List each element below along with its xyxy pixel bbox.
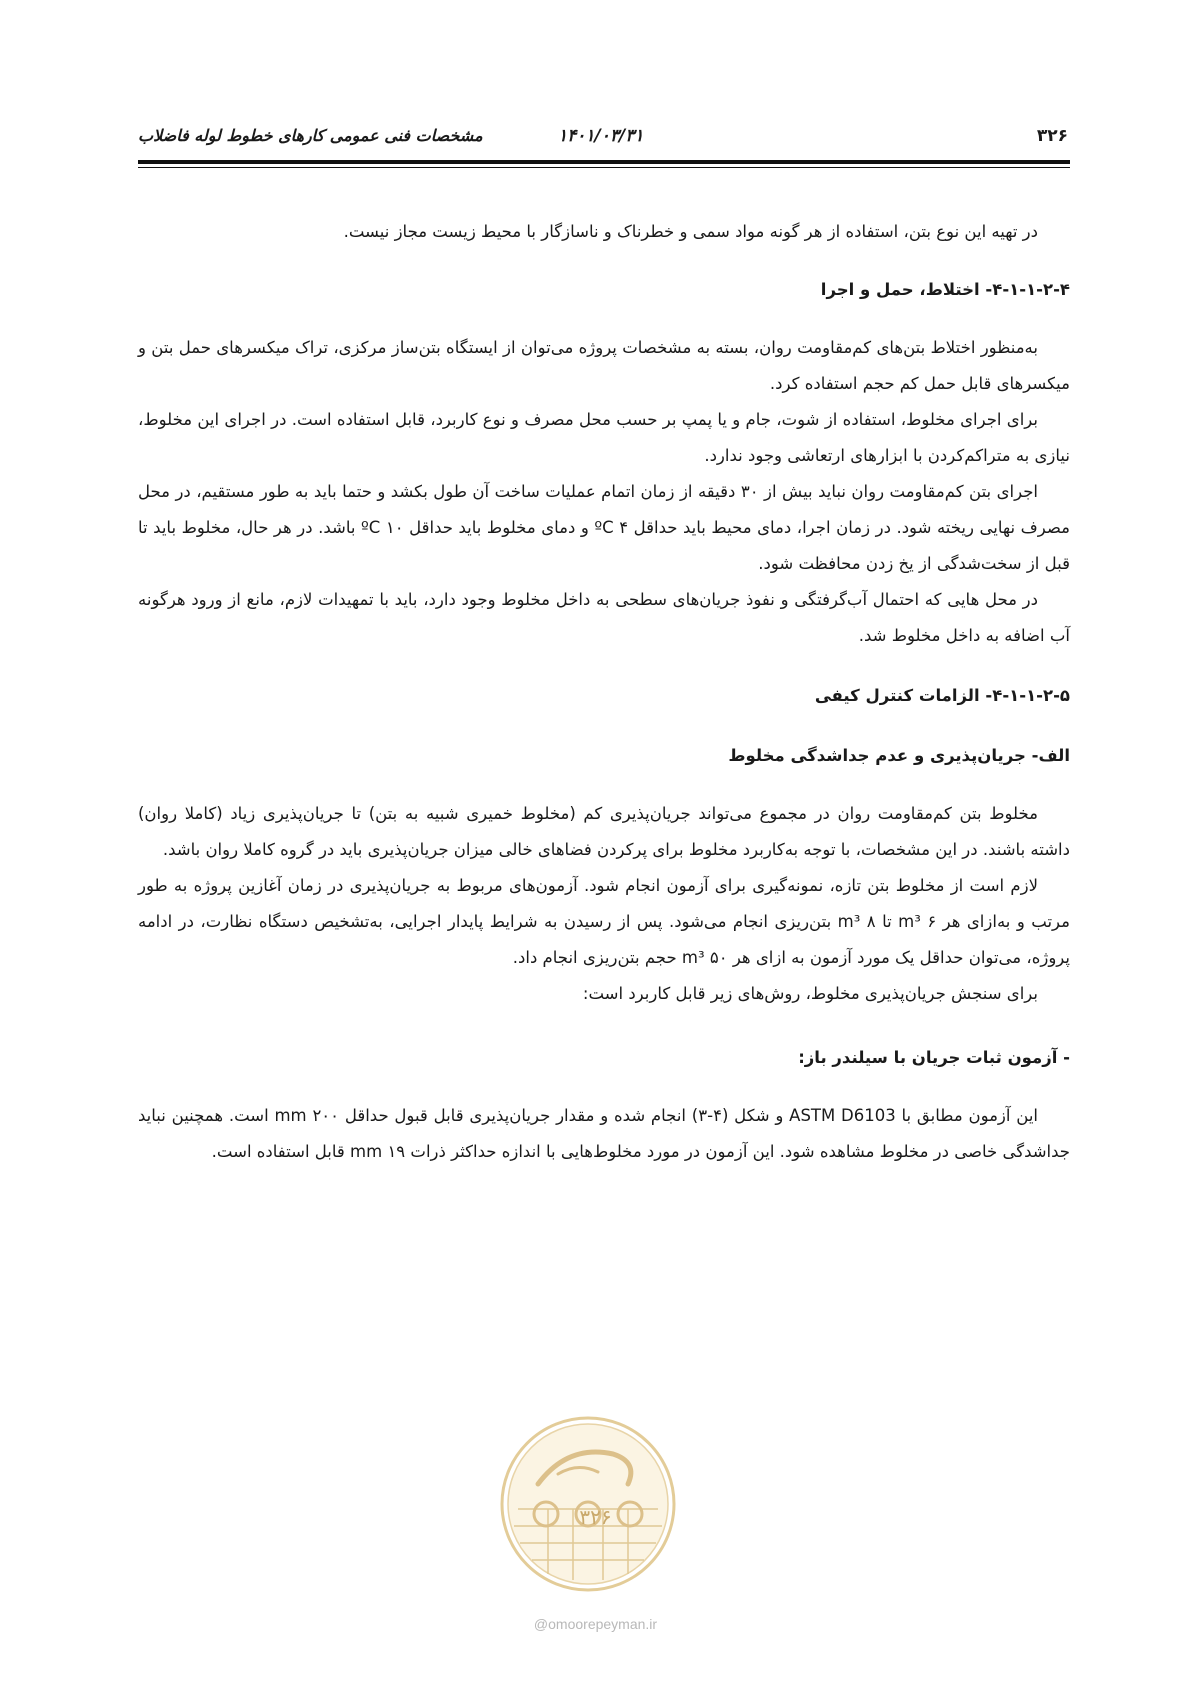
paragraph-mixing-2: برای اجرای مخلوط، استفاده از شوت، جام و یا پمپ بر حسب محل مصرف و نوع کاربرد، قابل استفاده است. در اجرای این مخلوط، نیازی به متراکم‌کردن با ابزارهای ارتعاشی وجود ندارد. bbox=[138, 410, 1070, 465]
watermark-seal-icon bbox=[498, 1414, 678, 1594]
paragraph-test: این آزمون مطابق با ASTM D6103 و شکل (۴-۳) انجام شده و مقدار جریان‌پذیری قابل قبول حداقل ۲۰۰ mm است. همچنین نباید جداشدگی خاصی در مخلوط مشاهده شود. این آزمون در مورد مخلوط‌هایی با اندازه حداکثر ذرات ۱۹ mm قابل استفاده است. bbox=[138, 1106, 1070, 1161]
subsection-heading-flow: الف- جریان‌پذیری و عدم جداشدگی مخلوط bbox=[728, 746, 1070, 765]
header-rule-thin bbox=[138, 167, 1070, 168]
subsection-heading-test: - آزمون ثبات جریان با سیلندر باز: bbox=[798, 1048, 1070, 1067]
header-title: مشخصات فنی عمومی کارهای خطوط لوله فاضلاب bbox=[138, 126, 483, 145]
paragraph-mixing-1: به‌منظور اختلاط بتن‌های کم‌مقاومت روان، بسته به مشخصات پروژه می‌توان از ایستگاه بتن‌ساز مرکزی، تراک میکسرهای حمل بتن و میکسرهای قابل حمل کم حجم استفاده کرد. bbox=[138, 338, 1070, 393]
page-body bbox=[138, 214, 1070, 1170]
watermark-page-number: ۳۲۶ bbox=[579, 1505, 612, 1529]
paragraph-flow-2: لازم است از مخلوط بتن تازه، نمونه‌گیری برای آزمون انجام شود. آزمون‌های مربوط به جریان‌پذیری در زمان آغازین پروژه به طور مرتب و به‌ازای هر ۶ m³ تا ۸ m³ بتن‌ریزی انجام می‌شود. پس از رسیدن به شرایط پایدار اجرایی، به‌تشخیص دستگاه نظارت، در ادامه پروژه، می‌توان حداقل یک مورد آزمون به ازای هر ۵۰ m³ حجم بتن‌ریزی انجام داد. bbox=[138, 876, 1070, 967]
page-header bbox=[138, 126, 1068, 152]
paragraph-mixing-4: در محل هایی که احتمال آب‌گرفتگی و نفوذ جریان‌های سطحی به داخل مخلوط وجود دارد، باید با تمهیدات لازم، مانع از ورود هرگونه آب اضافه به داخل مخلوط شد. bbox=[138, 590, 1070, 645]
header-rule-thick bbox=[138, 160, 1070, 164]
watermark-url: @omoorepeyman.ir bbox=[533, 1616, 658, 1632]
header-date: ۱۴۰۱/۰۳/۳۱ bbox=[558, 126, 644, 146]
section-heading-quality: ۴-۱-۱-۲-۵- الزامات کنترل کیفی bbox=[814, 686, 1070, 705]
paragraph-mixing-3: اجرای بتن کم‌مقاومت روان نباید بیش از ۳۰ دقیقه از زمان اتمام عملیات ساخت آن طول بکشد و حتما باید به طور مستقیم، در محل مصرف نهایی ریخته شود. در زمان اجرا، دمای محیط باید حداقل ۴ ºC و دمای مخلوط باید حداقل ۱۰ ºC باشد. در هر حال، مخلوط باید تا قبل از سخت‌شدگی از یخ زدن محافظت شود. bbox=[138, 482, 1070, 573]
paragraph-intro: در تهیه این نوع بتن، استفاده از هر گونه مواد سمی و خطرناک و ناسازگار با محیط زیست مجاز نیست. bbox=[343, 222, 1038, 241]
header-page-number: ۳۲۶ bbox=[1036, 126, 1068, 146]
section-heading-mixing: ۴-۱-۱-۲-۴- اختلاط، حمل و اجرا bbox=[820, 280, 1070, 299]
paragraph-flow-3: برای سنجش جریان‌پذیری مخلوط، روش‌های زیر قابل کاربرد است: bbox=[582, 984, 1038, 1003]
paragraph-flow-1: مخلوط بتن کم‌مقاومت روان در مجموع می‌تواند جریان‌پذیری کم (مخلوط خمیری شبیه به بتن) تا جریان‌پذیری زیاد (کاملا روان) داشته باشند. در این مشخصات، با توجه به‌کاربرد مخلوط برای پرکردن فضاهای خالی میزان جریان‌پذیری باید در گروه کاملا روان باشد. bbox=[138, 804, 1070, 859]
